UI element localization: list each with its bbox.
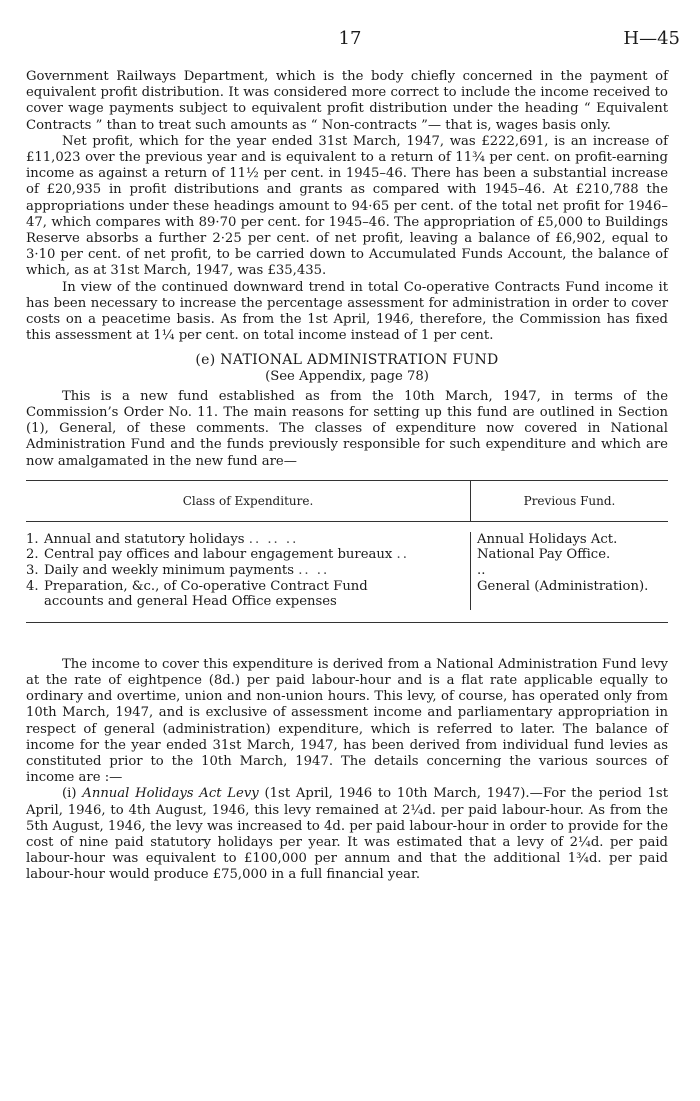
row-previous-fund: .. (470, 563, 668, 579)
table-body (26, 522, 668, 622)
levy-text: (1st April, 1946 to 10th March, 1947).—For the period 1st April, 1946, to 4th August, 1946, this levy remained at 2¼d. per paid labour-hour. As from the 5th August, 1946, the levy was increased to 4d. per paid labour-hour in order to provide for the cost of nine paid statutory holidays per year. It was estimated that a levy of 2¼d. per paid labour-hour was equivalent to £100,000 per annum and that the additional 1¾d. per paid labour-hour would produce £75,000 in a full financial year. (26, 786, 668, 883)
paragraph: In view of the continued downward trend in total Co-operative Contracts Fund income it has been necessary to increase the percentage assessment for administration in order to cover costs on a peacetime basis. As from the 1st April, 1946, therefore, the Commission has fixed this assessment at 1¼ per cent. on total income instead of 1 per cent. (26, 279, 668, 344)
row-number: 2. (26, 547, 39, 563)
expenditure-table (26, 480, 668, 623)
table-header (26, 481, 668, 522)
table-row (26, 563, 668, 579)
row-previous-fund: Annual Holidays Act. (470, 532, 668, 548)
row-description: Daily and weekly minimum payments .. .. (44, 563, 330, 579)
dot-leader: .. (396, 547, 409, 563)
column-header-previous: Previous Fund. (470, 481, 668, 521)
table-row (26, 547, 668, 563)
row-previous-fund: General (Administration). (470, 579, 668, 595)
row-description: Preparation, &c., of Co-operative Contract Fund (44, 578, 368, 594)
document-reference: H—45 (623, 28, 680, 49)
row-number: 3. (26, 563, 39, 579)
section-subtitle: (See Appendix, page 78) (265, 368, 429, 384)
row-number (26, 594, 44, 610)
row-number: 4. (26, 578, 39, 594)
paragraph: The income to cover this expenditure is derived from a National Administration Fund levy at the rate of eightpence (8d.) per paid labour-hour and is a flat rate applicable equally to ordinary and overtime, union and non-union hours. This levy, of course, has operated only from 10th March, 1947, and is exclusive of assessment income and parliamentary appropriation in respect of general (administration) expenditure, which is referred to later. The balance of income for the year ended 31st March, 1947, has been derived from individual fund levies as constituted prior to the 10th March, 1947. The details concerning the various sources of income are :— (26, 656, 668, 786)
spacer (26, 623, 668, 657)
levy-paragraph (26, 786, 668, 883)
dot-leader: .. .. .. (248, 531, 299, 547)
section-title: (e) NATIONAL ADMINISTRATION FUND (195, 352, 499, 369)
table-row (26, 594, 668, 610)
row-description: Annual and statutory holidays .. .. .. (44, 531, 299, 547)
paragraph: Government Railways Department, which is the body chiefly concerned in the payment of equivalent profit distribution. It was considered more correct to include the income received to cover wage payments subject to equivalent profit distribution under the heading “ Equivalent Contracts ” than to treat such amounts as “ Non-contracts ”— that is, wages basis only. (26, 69, 668, 133)
table-row (26, 532, 668, 548)
section-intro: This is a new fund established as from the 10th March, 1947, in terms of the Commission’s Order No. 11. The main reasons for setting up this fund are outlined in Section (1), General, of these comments. The classes of expenditure now covered in National Administration Fund and the funds previously responsible for such expenditure and which are now amalgamated in the new fund are— (26, 388, 668, 469)
page-header (20, 28, 680, 52)
page-number: 17 (338, 28, 362, 49)
row-number: 1. (26, 531, 39, 547)
row-description: Central pay offices and labour engagement bureaux .. (44, 547, 409, 563)
column-header-class: Class of Expenditure. (182, 493, 314, 508)
dot-leader: .. .. (298, 563, 330, 579)
row-previous-fund (470, 594, 668, 610)
levy-title: Annual Holidays Act Levy (82, 786, 259, 802)
table-row (26, 579, 668, 595)
paragraph: Net profit, which for the year ended 31st March, 1947, was £222,691, is an increase of £11,023 over the previous year and is equivalent to a return of 11¾ per cent. on profit-earning income as against a return of 11½ per cent. in 1945–46. There has been a substantial increase of £20,935 in profit distributions and grants as compared with 1945–46. At £210,788 the appropriations under these headings amount to 94·65 per cent. of the total net profit for 1946–47, which compares with 89·70 per cent. for 1945–46. The appropriation of £5,000 to Buildings Reserve absorbs a further 2·25 per cent. of net profit, leaving a balance of £6,902, equal to 3·10 per cent. of net profit, to be carried down to Accumulated Funds Account, the balance of which, as at 31st March, 1947, was £35,435. (26, 133, 668, 279)
levy-lead: (i) (62, 786, 77, 802)
row-previous-fund: National Pay Office. (470, 547, 668, 563)
body-text (26, 69, 668, 884)
row-description: accounts and general Head Office expenses (44, 594, 337, 610)
